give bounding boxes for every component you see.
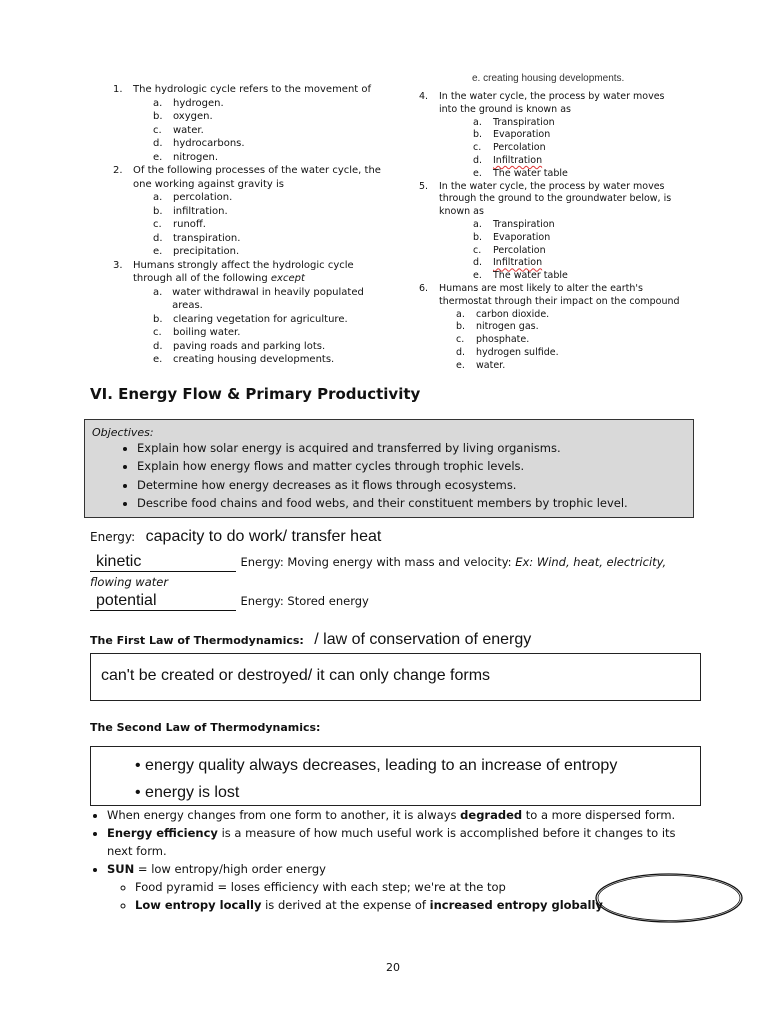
question-5: [419, 181, 681, 283]
bullet-item: • When energy changes from one form to another, it is always degraded to a more dispersed form.: [107, 806, 704, 824]
question-text: The hydrologic cycle refers to the movement of: [133, 84, 372, 95]
options-list: [153, 286, 388, 367]
objectives-title: Objectives:: [92, 426, 154, 439]
options-list: [439, 309, 681, 373]
objectives-list: [105, 439, 628, 512]
question-1: [113, 83, 388, 164]
objective-item: • Determine how energy decreases as it flows through ecosystems.: [137, 476, 628, 494]
objectives-box: [84, 419, 694, 518]
first-law-answer: / law of conservation of energy: [314, 631, 532, 648]
kinetic-example-cont: flowing water: [90, 575, 169, 589]
option: b. infiltration.: [153, 205, 228, 217]
kinetic-answer: kinetic: [90, 553, 236, 572]
option: b. oxygen.: [153, 111, 213, 122]
option: a. Transpiration: [473, 116, 555, 128]
question-number: 2.: [113, 165, 123, 176]
second-law-box: [90, 746, 701, 806]
cut-off-text: e. creating housing developments.: [472, 73, 625, 84]
drawn-ellipse: [592, 870, 748, 926]
options-list: [443, 117, 681, 181]
kinetic-text: Energy: Moving energy with mass and velocity:: [240, 555, 516, 569]
sub-bullet-item: ◦ Food pyramid = loses efficiency with each step; we're at the top: [135, 878, 704, 896]
question-3: [113, 259, 388, 367]
first-law: [90, 631, 531, 649]
quiz-left-column: [113, 83, 388, 367]
option: c. Percolation: [473, 142, 546, 154]
option: c. phosphate.: [456, 334, 530, 346]
first-law-box-text: can't be created or destroyed/ it can only change forms: [101, 667, 491, 684]
option: c. runoff.: [153, 219, 206, 230]
option: c. water.: [153, 124, 204, 136]
page-number: 20: [386, 961, 400, 974]
sub-bullet-item: ◦ Low entropy locally is derived at the expense of increased entropy globally: [135, 896, 704, 914]
question-text: Humans strongly affect the hydrologic cycle through all of the following except: [133, 259, 354, 284]
option: a. hydrogen.: [153, 97, 224, 109]
option: a. Transpiration: [473, 218, 555, 230]
options-list: [153, 191, 388, 259]
energy-answer: capacity to do work/ transfer heat: [145, 528, 382, 545]
option: c. Percolation: [473, 244, 546, 256]
option: e. The water table: [473, 167, 568, 179]
question-number: 1.: [113, 84, 123, 95]
question-number: 6.: [419, 282, 429, 294]
option: a. carbon dioxide.: [456, 308, 550, 320]
option: e. The water table: [473, 270, 568, 282]
kinetic-example: Ex: Wind, heat, electricity,: [515, 555, 667, 569]
question-number: 4.: [419, 91, 429, 102]
potential-text: Energy: Stored energy: [240, 594, 369, 608]
kinetic-energy: [90, 553, 690, 572]
option: b. nitrogen gas.: [456, 321, 539, 333]
option: b. Evaporation: [473, 129, 551, 141]
second-law-line-1: • energy quality always decreases, leading to an increase of entropy: [135, 757, 618, 774]
objective-item: • Explain how energy flows and matter cycles through trophic levels.: [137, 457, 628, 475]
option: d. transpiration.: [153, 232, 241, 244]
second-law-label: The Second Law of Thermodynamics:: [90, 721, 321, 734]
option: a. percolation.: [153, 192, 233, 203]
option: b. Evaporation: [473, 231, 551, 243]
energy-label: Energy:: [90, 530, 136, 544]
first-law-label: The First Law of Thermodynamics:: [90, 634, 304, 647]
option: b. clearing vegetation for agriculture.: [153, 313, 348, 325]
question-number: 5.: [419, 180, 429, 192]
energy-definition: [90, 528, 381, 546]
question-2: [113, 164, 388, 259]
second-law-line-2: • energy is lost: [135, 784, 240, 801]
bullet-item: • SUN = low entropy/high order energy ◦ Food pyramid = loses efficiency with each step; we're at the top ◦ Low entropy locally is derived at the expense of increased entropy globally: [107, 860, 704, 914]
option: e. nitrogen.: [153, 151, 219, 163]
question-text: Humans are most likely to alter the earth's thermostat through their impact on the compound: [439, 282, 680, 307]
option: d. hydrocarbons.: [153, 138, 245, 149]
option: e. precipitation.: [153, 246, 240, 257]
question-text: In the water cycle, the process by water moves through the ground to the groundwater below, is known as: [439, 180, 672, 218]
option: d. hydrogen sulfide.: [456, 346, 559, 358]
option: d. Infiltration: [473, 154, 543, 166]
option: d. paving roads and parking lots.: [153, 340, 326, 352]
option: c. boiling water.: [153, 327, 241, 338]
objective-item: • Explain how solar energy is acquired and transferred by living organisms.: [137, 439, 628, 457]
question-4: [419, 91, 681, 181]
question-text: Of the following processes of the water cycle, the one working against gravity is: [133, 165, 381, 190]
first-law-box: [90, 653, 701, 701]
question-6: [419, 283, 681, 373]
options-list: [443, 219, 681, 283]
question-number: 3.: [113, 259, 123, 271]
option: e. creating housing developments.: [153, 354, 335, 365]
option: a. water withdrawal in heavily populated areas.: [153, 286, 364, 311]
option: e. water.: [456, 359, 506, 371]
potential-answer: potential: [90, 592, 236, 611]
objective-item: • Describe food chains and food webs, and their constituent members by trophic level.: [137, 494, 628, 512]
options-list: [153, 97, 388, 165]
quiz-right-column: [419, 91, 681, 373]
bullet-item: • Energy efficiency is a measure of how much useful work is accomplished before it changes to its next form.: [107, 824, 704, 860]
option: d. Infiltration: [473, 257, 543, 269]
section-title: VI. Energy Flow & Primary Productivity: [90, 385, 421, 403]
potential-energy: [90, 592, 369, 611]
question-text: In the water cycle, the process by water moves into the ground is known as: [439, 91, 665, 115]
